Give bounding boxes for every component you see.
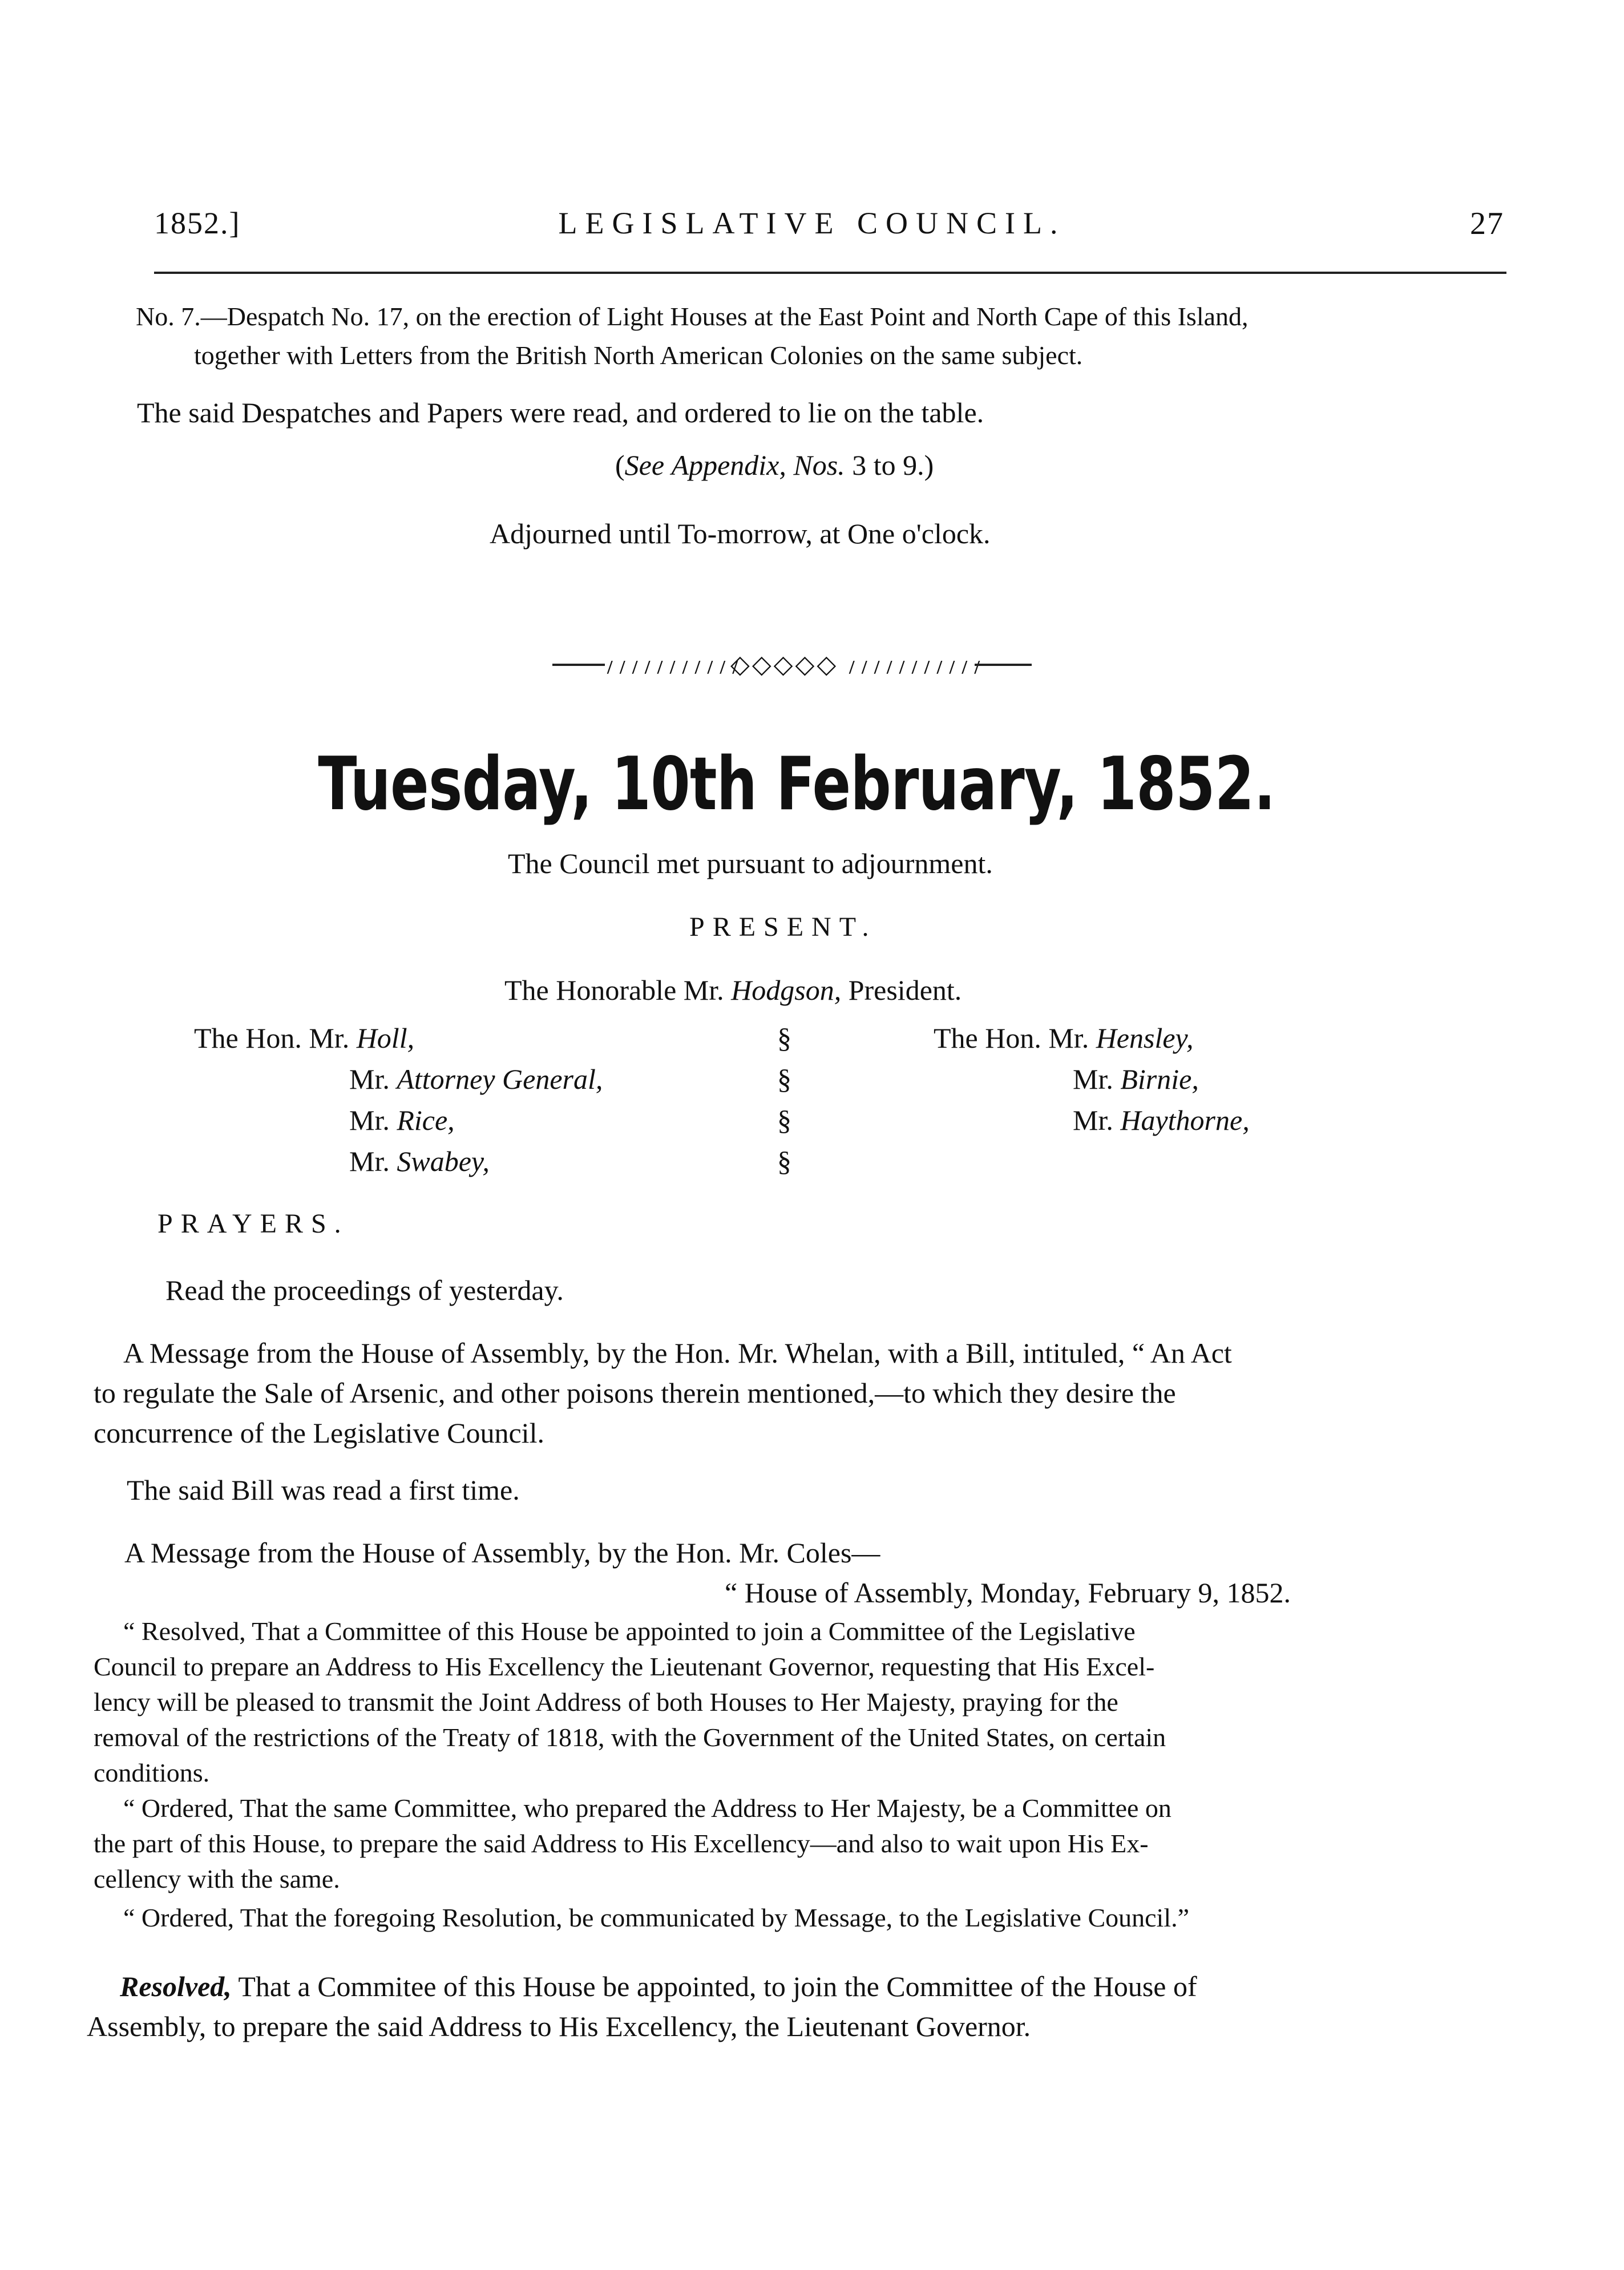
adjourned-notice: Adjourned until To-morrow, at One o'clock. xyxy=(490,518,991,550)
appendix-see: See xyxy=(624,449,665,481)
bill-first-reading: The said Bill was read a first time. xyxy=(127,1474,520,1506)
member-left-1: Holl, xyxy=(356,1022,415,1054)
member-right-1: Hensley, xyxy=(1096,1022,1194,1054)
quote-resolved-line-3: lency will be pleased to transmit the Joint Address of both Houses to Her Majesty, praying for the xyxy=(94,1687,1118,1716)
quote-resolved-line-2: Council to prepare an Address to His Excellency the Lieutenant Governor, requesting that His Excel- xyxy=(94,1652,1155,1681)
despatch-line-1: No. 7.—Despatch No. 17, on the erection of Light Houses at the East Point and North Cape of this Island, xyxy=(136,302,1249,331)
members-left-2 xyxy=(349,1059,603,1099)
resolution-line-1-rest: That a Commitee of this House be appointed, to join the Committee of the House of xyxy=(238,1970,1197,2002)
member-left-3: Rice, xyxy=(397,1104,455,1136)
member-left-2: Attorney General, xyxy=(397,1063,603,1095)
brace-mark-3: § xyxy=(777,1104,791,1136)
resolved-word: Resolved, xyxy=(120,1970,232,2002)
mr-label: Mr. xyxy=(1073,1063,1113,1095)
appendix-range: 3 to 9. xyxy=(852,449,924,481)
brace-mark-2: § xyxy=(777,1063,791,1095)
members-right-3 xyxy=(1073,1100,1250,1140)
member-right-2: Birnie, xyxy=(1120,1063,1199,1095)
mr-label: Mr. xyxy=(349,1104,390,1136)
members-left-3 xyxy=(349,1100,455,1140)
message1-line-3: concurrence of the Legislative Council. xyxy=(94,1417,544,1449)
president-role: President. xyxy=(848,974,962,1006)
message2-intro: A Message from the House of Assembly, by the Hon. Mr. Coles— xyxy=(124,1537,880,1569)
header-title: LEGISLATIVE COUNCIL. xyxy=(558,206,1066,240)
brace-mark-4: § xyxy=(777,1145,791,1177)
quote-resolved-line-5: conditions. xyxy=(94,1758,210,1787)
mr-label: Mr. xyxy=(349,1145,390,1177)
day-heading: Tuesday, 10th February, 1852. xyxy=(318,742,1275,827)
council-met: The Council met pursuant to adjournment. xyxy=(508,847,993,879)
members-right-prefix: The Hon. Mr. xyxy=(934,1022,1089,1054)
quote-ordered2: “ Ordered, That the foregoing Resolution, be communicated by Message, to the Legislative Council.” xyxy=(123,1903,1190,1932)
mr-label: Mr. xyxy=(1073,1104,1113,1136)
members-left-1 xyxy=(194,1018,414,1058)
president-prefix: The Honorable Mr. xyxy=(504,974,724,1006)
appendix-reference: (See Appendix, Nos. 3 to 9.) xyxy=(615,449,934,481)
president-line xyxy=(504,970,962,1010)
quote-dateline: “ House of Assembly, Monday, February 9, 1852. xyxy=(725,1577,1291,1609)
members-left-prefix: The Hon. Mr. xyxy=(194,1022,350,1054)
message1-line-2: to regulate the Sale of Arsenic, and other poisons therein mentioned,—to which they desire the xyxy=(94,1377,1176,1409)
quote-ordered1-line-3: cellency with the same. xyxy=(94,1864,340,1893)
quote-resolved-line-4: removal of the restrictions of the Treaty of 1818, with the Government of the United States, on certain xyxy=(94,1723,1166,1752)
member-right-3: Haythorne, xyxy=(1120,1104,1250,1136)
appendix-nos: Nos. xyxy=(793,449,845,481)
header-year: 1852.] xyxy=(154,206,241,240)
ornament-divider: / / / / / / / / / / / ◇◇◇◇◇ / / / / / / / / / / / xyxy=(552,647,1032,681)
resolution-line-1 xyxy=(120,1966,1197,2006)
papers-tabled: The said Despatches and Papers were read, and ordered to lie on the table. xyxy=(137,397,984,429)
read-proceedings: Read the proceedings of yesterday. xyxy=(165,1274,564,1306)
brace-mark-1: § xyxy=(777,1022,791,1054)
despatch-line-2: together with Letters from the British North American Colonies on the same subject. xyxy=(194,341,1083,370)
message1-line-1: A Message from the House of Assembly, by the Hon. Mr. Whelan, with a Bill, intituled, “ An Act xyxy=(123,1337,1232,1369)
members-left-4 xyxy=(349,1141,490,1181)
prayers-label: PRAYERS. xyxy=(157,1209,349,1239)
present-label: PRESENT. xyxy=(689,912,877,942)
quote-ordered1-line-1: “ Ordered, That the same Committee, who prepared the Address to Her Majesty, be a Committee on xyxy=(123,1794,1171,1823)
members-right-1 xyxy=(934,1018,1193,1058)
member-left-4: Swabey, xyxy=(397,1145,490,1177)
page-number: 27 xyxy=(1470,206,1504,241)
header-rule xyxy=(154,272,1506,274)
quote-ordered1-line-2: the part of this House, to prepare the said Address to His Excellency—and also to wait upon His Ex- xyxy=(94,1829,1149,1858)
appendix-word: Appendix, xyxy=(671,449,786,481)
mr-label: Mr. xyxy=(349,1063,390,1095)
resolution-line-2: Assembly, to prepare the said Address to His Excellency, the Lieutenant Governor. xyxy=(87,2010,1031,2042)
members-right-2 xyxy=(1073,1059,1199,1099)
president-name: Hodgson, xyxy=(731,974,842,1006)
quote-resolved-line-1: “ Resolved, That a Committee of this House be appointed to join a Committee of the Legislative xyxy=(123,1617,1136,1646)
